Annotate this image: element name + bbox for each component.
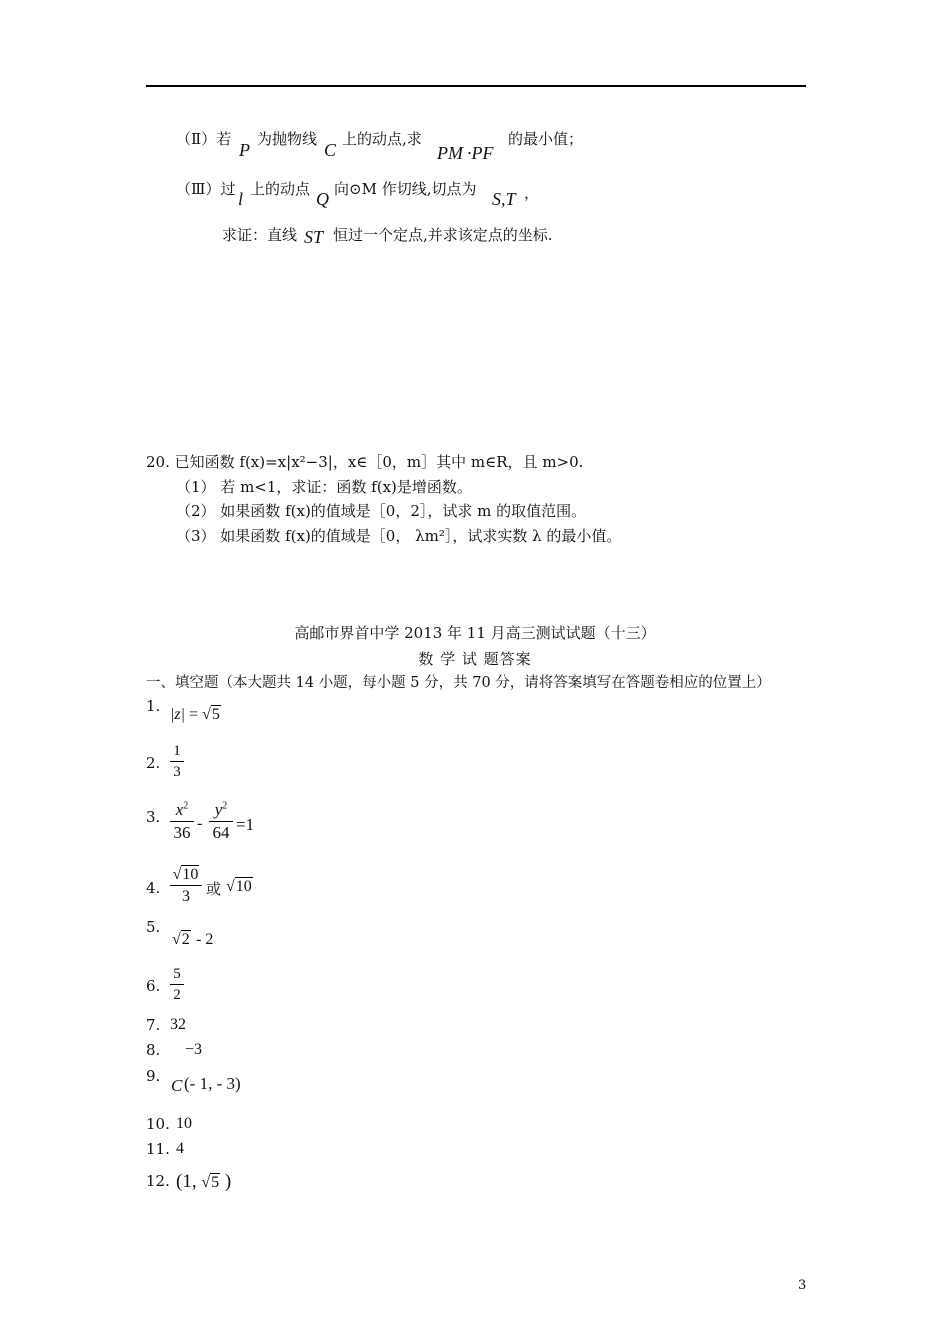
line-ST: ST <box>304 227 324 247</box>
abs-z: |z| <box>170 706 186 723</box>
var-ST: S,T <box>492 189 516 209</box>
equals-one: =1 <box>236 815 255 834</box>
point-C: C <box>171 1076 183 1095</box>
var-l: l <box>238 189 244 209</box>
part3-text1: 上的动点 <box>250 180 311 198</box>
q20-part3: （3） 如果函数 f(x)的值域是［0， λm²］，试求实数 λ 的最小值。 <box>176 527 622 545</box>
num-7: 7. <box>146 1016 161 1034</box>
num-6: 6. <box>146 977 161 995</box>
fraction-1-3: 1 3 <box>170 742 184 781</box>
fraction-x2-36: $x^2$ 36 <box>170 800 194 844</box>
fraction-sqrt10-3: √10 3 <box>170 865 202 906</box>
point-coords: (- 1, - 3) <box>184 1074 241 1093</box>
num-8: 8. <box>146 1041 161 1059</box>
part2-text1: 为抛物线 <box>257 130 318 148</box>
part2-text2: 上的动点,求 <box>342 130 422 148</box>
minus-sign: - <box>197 815 203 832</box>
q20-part1: （1） 若 m<1，求证：函数 f(x)是增函数。 <box>176 478 472 496</box>
var-C: C <box>324 140 337 160</box>
num-5: 5. <box>146 918 161 936</box>
var-Q: Q <box>316 189 329 209</box>
answer-subtitle: 数 学 试 题答案 <box>418 650 532 668</box>
value-neg3: −3 <box>185 1041 203 1058</box>
num-9: 9. <box>146 1067 161 1085</box>
q20-part2: （2） 如果函数 f(x)的值域是［0，2］，试求 m 的取值范围。 <box>176 502 587 520</box>
value-4: 4 <box>176 1140 184 1157</box>
vec-PF: ·PF <box>467 143 494 163</box>
vec-PM: PM <box>437 143 463 163</box>
interval-12: (1, √5 ) <box>176 1171 232 1192</box>
proof-text2: 恒过一个定点,并求该定点的坐标. <box>333 226 553 244</box>
sqrt-2: √2 <box>172 931 190 948</box>
or-word: 或 <box>206 880 222 898</box>
fraction-y2-64: $y^2$ 64 <box>209 800 233 844</box>
num-10: 10. <box>146 1115 170 1133</box>
section-heading: 一、填空题（本大题共 14 小题，每小题 5 分，共 70 分，请将答案填写在答题卷相应的位置上） <box>146 675 771 691</box>
proof-text1: 求证：直线 <box>222 226 298 244</box>
num-3: 3. <box>146 808 161 826</box>
part3-label: （Ⅲ）过 <box>176 180 236 198</box>
part2-label: （Ⅱ）若 <box>176 130 232 148</box>
fraction-5-2: 5 2 <box>170 965 184 1004</box>
num-2: 2. <box>146 754 161 772</box>
num-1: 1. <box>146 697 161 715</box>
q20-stem: 20. 已知函数 f(x)=x|x²−3|，x∈［0，m］其中 m∈R，且 m>0. <box>146 453 584 471</box>
header-rule <box>146 85 806 87</box>
part3-comma: ， <box>524 184 540 202</box>
sqrt-10: √10 <box>226 878 252 895</box>
var-P: P <box>239 140 250 160</box>
value-32: 32 <box>170 1016 186 1033</box>
num-12: 12. <box>146 1172 170 1190</box>
minus-two: - 2 <box>196 931 214 948</box>
part3-text2: 向⊙M 作切线,切点为 <box>334 180 477 198</box>
part2-text3: 的最小值； <box>508 130 584 148</box>
sqrt-5: √5 <box>202 706 220 723</box>
equals: = <box>189 706 199 723</box>
num-4: 4. <box>146 879 161 897</box>
num-11: 11. <box>146 1140 170 1158</box>
value-10: 10 <box>176 1115 192 1132</box>
answer-title: 高邮市界首中学 2013 年 11 月高三测试试题（十三） <box>294 624 656 642</box>
page-number: 3 <box>798 1278 807 1293</box>
